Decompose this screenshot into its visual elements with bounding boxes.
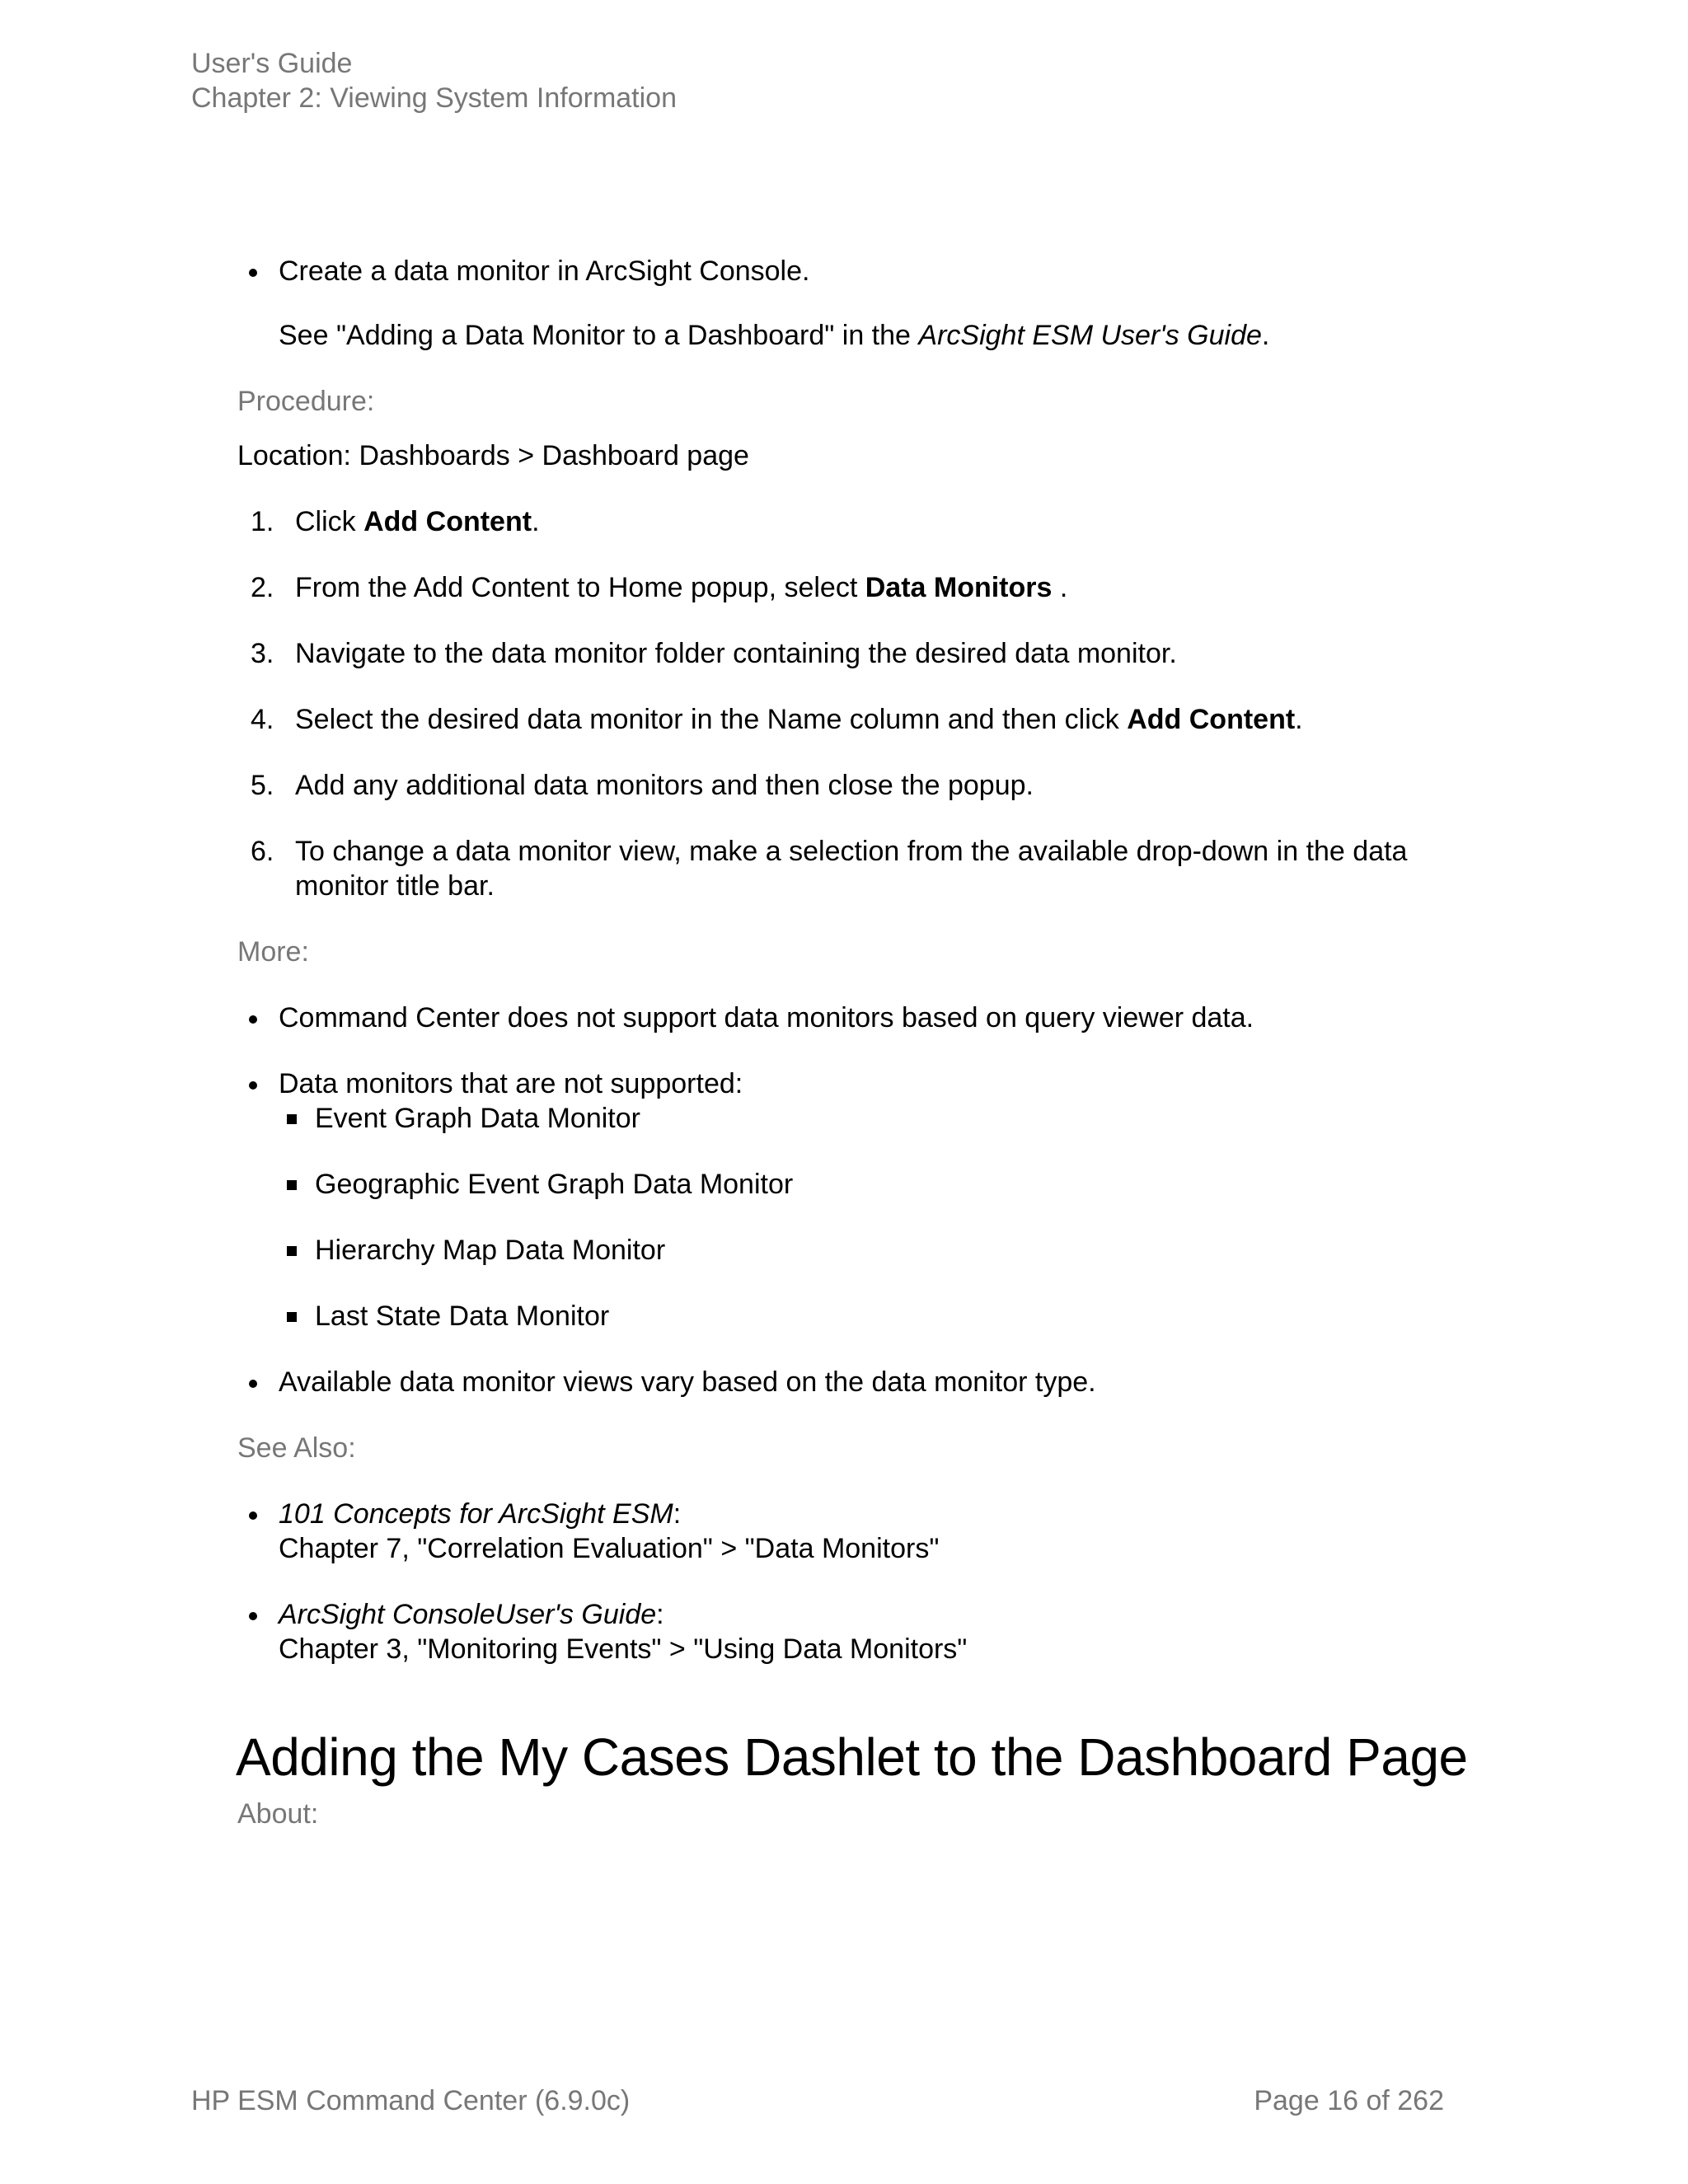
footer-product: HP ESM Command Center (6.9.0c) bbox=[191, 2085, 631, 2116]
bullet-icon bbox=[249, 1380, 257, 1388]
step-text: From the Add Content to Home popup, select bbox=[295, 572, 865, 603]
location-text: Location: Dashboards > Dashboard page bbox=[237, 440, 749, 471]
more-text: Data monitors that are not supported: bbox=[279, 1068, 743, 1099]
more-text: Command Center does not support data monitors based on query viewer data. bbox=[279, 1002, 1254, 1033]
more-list bbox=[237, 1001, 1474, 1399]
chapter-title: Chapter 2: Viewing System Information bbox=[191, 82, 677, 114]
reference-colon: : bbox=[656, 1599, 664, 1630]
unsupported-monitor: Last State Data Monitor bbox=[315, 1301, 610, 1332]
step-number: 6. bbox=[251, 836, 274, 867]
list-item bbox=[279, 1101, 1474, 1136]
list-item bbox=[237, 504, 1474, 539]
more-text: Available data monitor views vary based on the data monitor type. bbox=[279, 1366, 1096, 1398]
list-item bbox=[237, 570, 1474, 605]
bullet-icon bbox=[249, 1612, 257, 1620]
bullet-icon bbox=[249, 269, 257, 277]
step-number: 1. bbox=[251, 506, 274, 537]
list-item bbox=[237, 702, 1474, 737]
list-item bbox=[237, 1001, 1474, 1035]
step-number: 4. bbox=[251, 704, 274, 735]
square-bullet-icon bbox=[287, 1114, 297, 1124]
list-item bbox=[237, 636, 1474, 671]
procedure-label: Procedure: bbox=[237, 386, 375, 417]
reference-detail: Chapter 3, "Monitoring Events" > "Using Data Monitors" bbox=[279, 1633, 968, 1665]
square-bullet-icon bbox=[287, 1312, 297, 1322]
list-item bbox=[237, 1597, 1474, 1666]
step-number: 3. bbox=[251, 638, 274, 669]
list-item bbox=[237, 254, 1474, 288]
list-item bbox=[279, 1299, 1474, 1333]
step-text: To change a data monitor view, make a selection from the available drop-down in the data monitor title bar. bbox=[295, 836, 1408, 902]
see-prefix: See "Adding a Data Monitor to a Dashboard" in the bbox=[279, 320, 919, 351]
reference-colon: : bbox=[673, 1498, 682, 1530]
step-text: Navigate to the data monitor folder containing the desired data monitor. bbox=[295, 638, 1177, 669]
step-text: Select the desired data monitor in the Name column and then click bbox=[295, 704, 1128, 735]
procedure-steps bbox=[237, 504, 1474, 903]
more-label: More: bbox=[237, 936, 309, 968]
prereq-text: Create a data monitor in ArcSight Console. bbox=[279, 255, 810, 287]
list-item bbox=[237, 834, 1474, 903]
square-bullet-icon bbox=[287, 1246, 297, 1256]
bullet-icon bbox=[249, 1015, 257, 1024]
step-ui-term: Add Content bbox=[1127, 704, 1296, 735]
main-content bbox=[237, 254, 1474, 1831]
list-item bbox=[237, 1497, 1474, 1566]
list-item bbox=[279, 1233, 1474, 1268]
see-book-title: ArcSight ESM User's Guide bbox=[918, 320, 1262, 351]
list-item bbox=[237, 768, 1474, 803]
step-text-end: . bbox=[1295, 704, 1303, 735]
unsupported-monitor: Event Graph Data Monitor bbox=[315, 1103, 640, 1134]
see-reference bbox=[237, 318, 1474, 353]
reference-book-title: ArcSight ConsoleUser's Guide bbox=[279, 1599, 657, 1630]
bullet-icon bbox=[249, 1081, 257, 1090]
step-number: 2. bbox=[251, 572, 274, 603]
page-header bbox=[191, 46, 677, 115]
bullet-icon bbox=[249, 1511, 257, 1520]
step-number: 5. bbox=[251, 770, 274, 801]
unsupported-monitor: Geographic Event Graph Data Monitor bbox=[315, 1169, 794, 1200]
see-also-label: See Also: bbox=[237, 1432, 356, 1464]
unsupported-monitor: Hierarchy Map Data Monitor bbox=[315, 1235, 666, 1266]
step-ui-term: Add Content bbox=[363, 506, 532, 537]
square-bullet-icon bbox=[287, 1180, 297, 1190]
reference-book-title: 101 Concepts for ArcSight ESM bbox=[279, 1498, 673, 1530]
step-text-end: . bbox=[532, 506, 540, 537]
unsupported-monitor-list bbox=[279, 1101, 1474, 1333]
reference-detail: Chapter 7, "Correlation Evaluation" > "Data Monitors" bbox=[279, 1533, 940, 1564]
list-item bbox=[237, 1365, 1474, 1399]
list-item bbox=[279, 1167, 1474, 1202]
see-also-list bbox=[237, 1497, 1474, 1666]
step-text-end: . bbox=[1052, 572, 1068, 603]
step-text: Click bbox=[295, 506, 364, 537]
see-suffix: . bbox=[1261, 320, 1270, 351]
list-item bbox=[237, 1066, 1474, 1333]
about-label: About: bbox=[237, 1798, 319, 1830]
step-text: Add any additional data monitors and then close the popup. bbox=[295, 770, 1034, 801]
step-ui-term: Data Monitors bbox=[865, 572, 1053, 603]
prereq-list bbox=[237, 254, 1474, 288]
guide-title: User's Guide bbox=[191, 48, 353, 79]
footer-page-number: Page 16 of 262 bbox=[1254, 2085, 1444, 2116]
section-heading: Adding the My Cases Dashlet to the Dashboard Page bbox=[236, 1727, 1468, 1787]
